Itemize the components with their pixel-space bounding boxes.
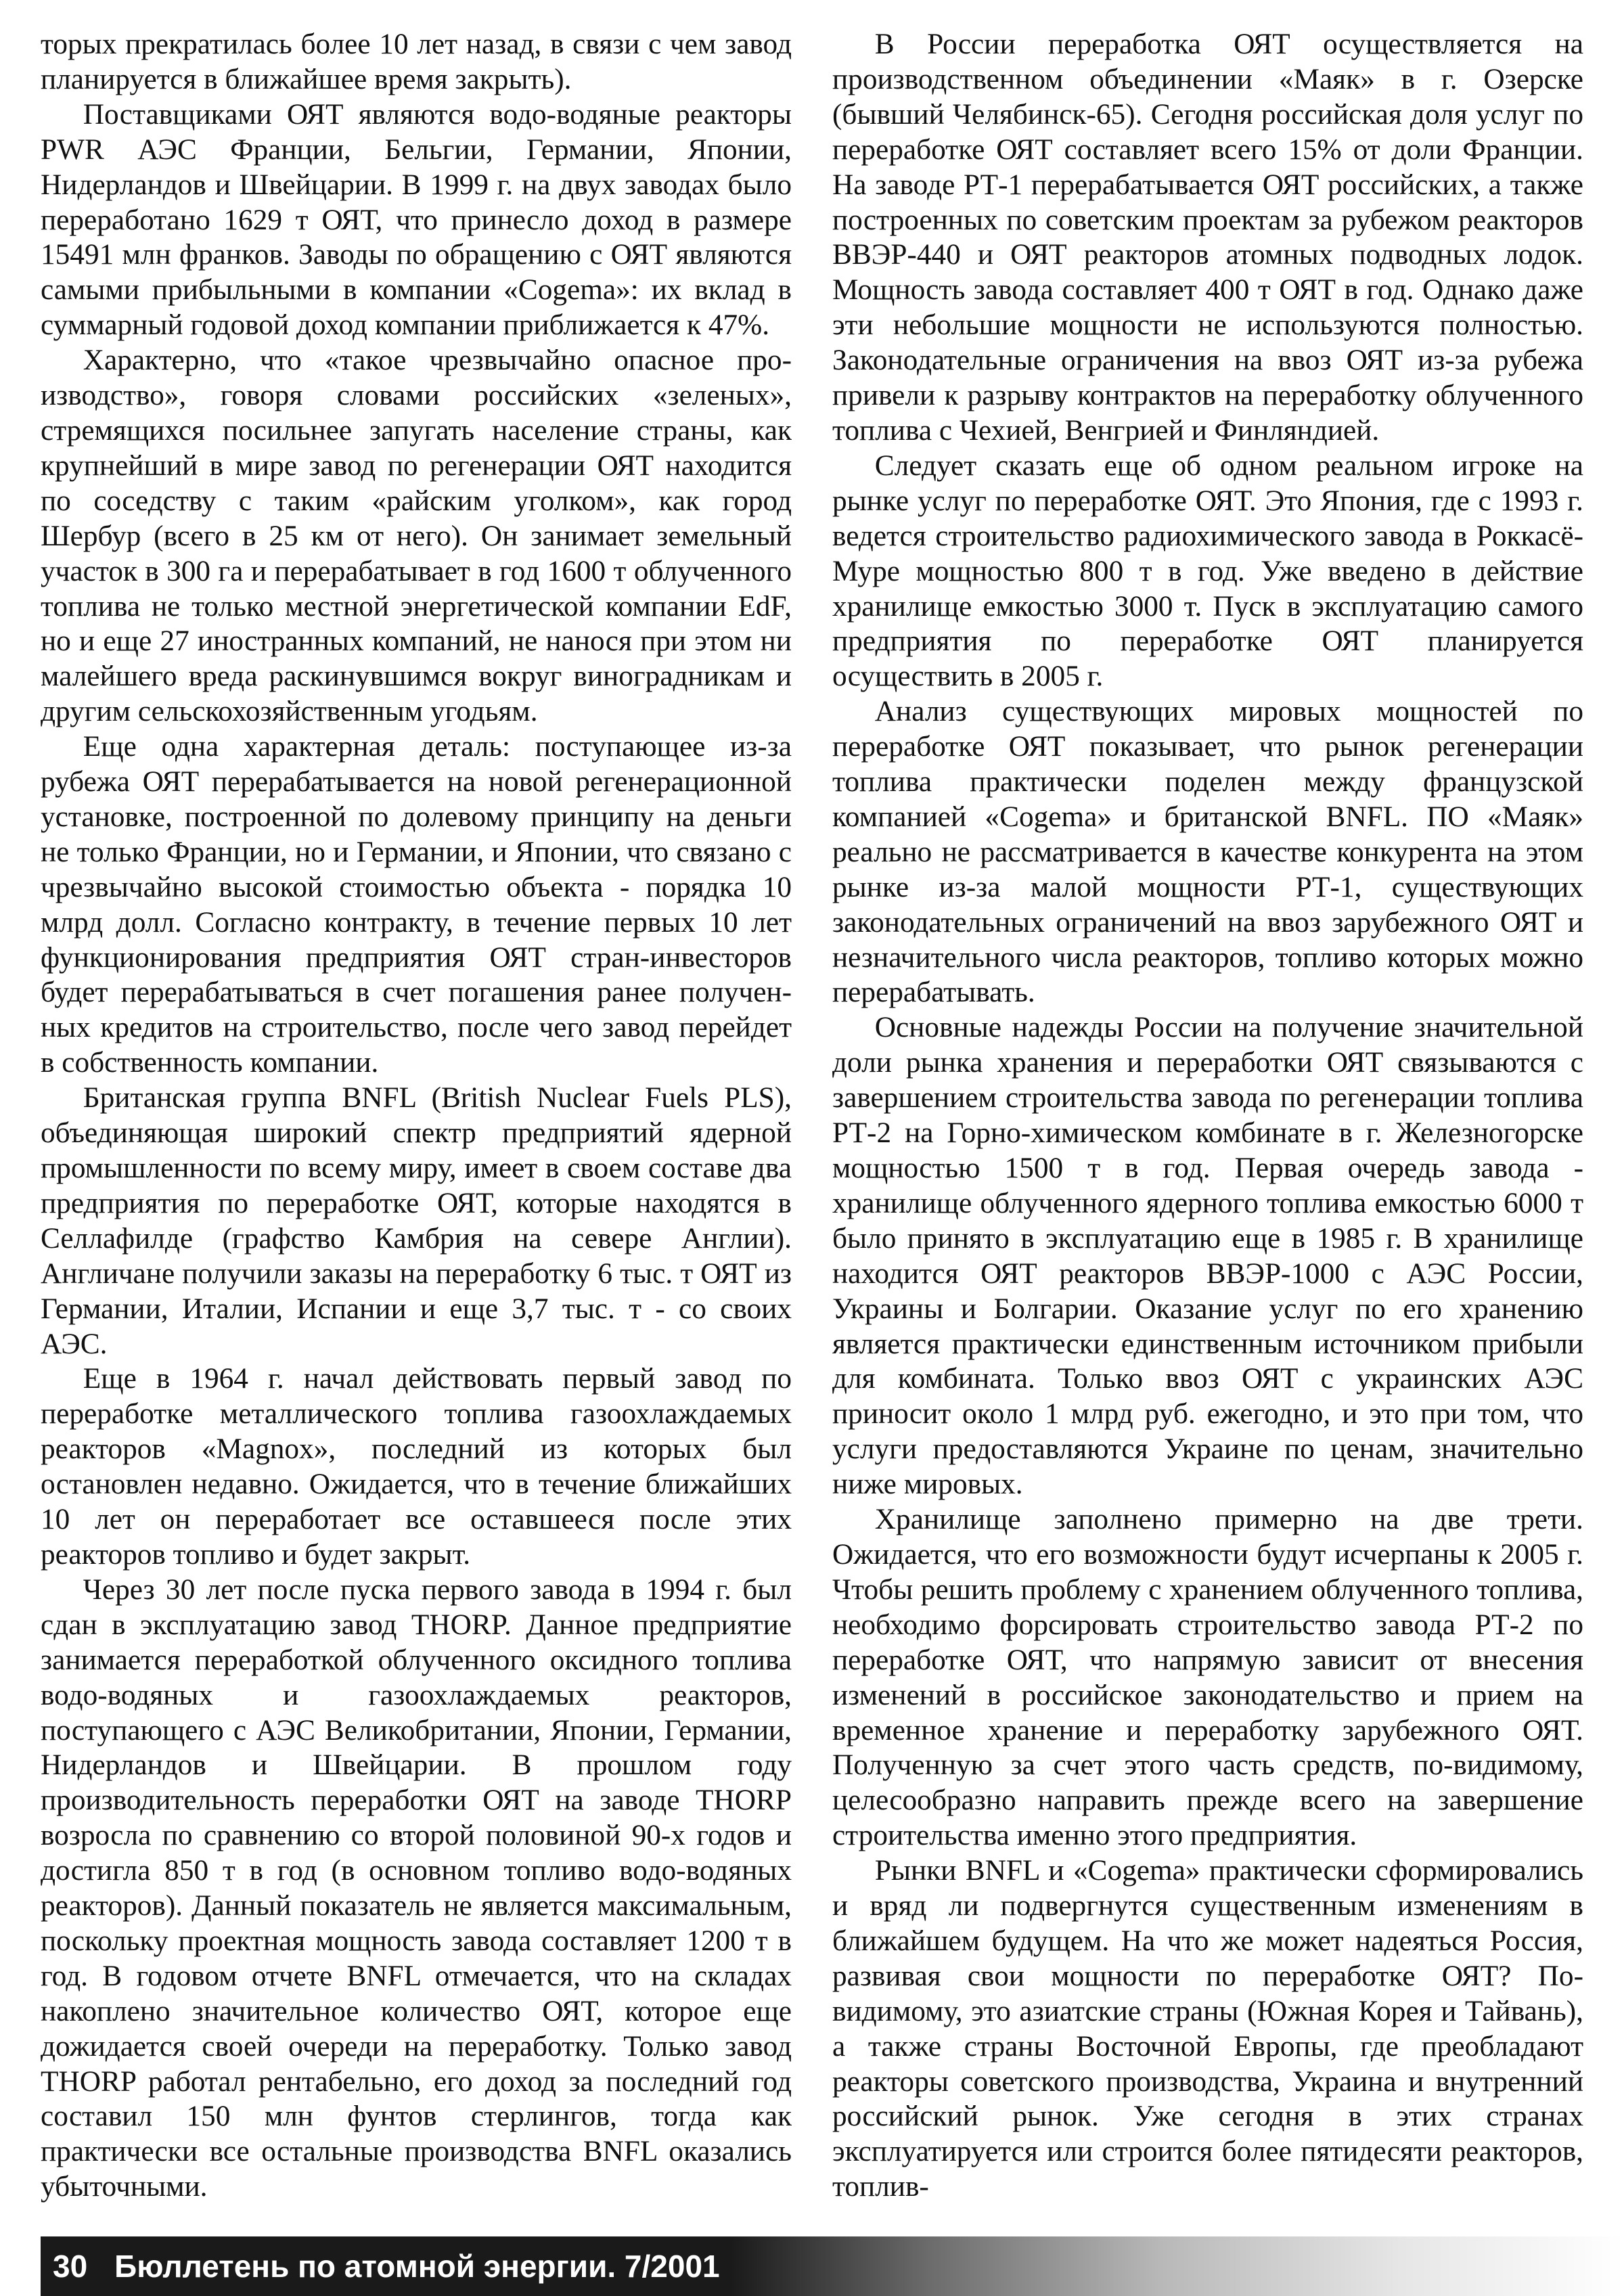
left-column bbox=[41, 27, 792, 2230]
paragraph: Рынки BNFL и «Cogema» практически сформировались и вряд ли подвергнутся существенным изменениям в ближайшем будущем. На что же может надеяться Россия, развивая свои мощности по переработке ОЯТ? По-видимому, это азиатские страны (Южная Корея и Тайвань), а также страны Восточной Европы, где преобладают реакторы советского производства, Украина и внутренний российский рынок. Уже сегодня в этих странах эксплуатируется или строится более пятидесяти реакторов, топлив- bbox=[832, 1854, 1583, 2203]
footer-label bbox=[53, 2246, 720, 2287]
footer-gradient bbox=[731, 2236, 1624, 2296]
paragraph: Хранилище заполнено примерно на две трети. Ожидается, что его возможности будут исчерпаны к 2005 г. Чтобы решить проблему с хранением облученного топлива, необходимо форсировать строительство завода РТ-2 по переработке ОЯТ, что напрямую зависит от внесения изменений в российское законодательство и прием на временное хранение и переработку зарубежного ОЯТ. Полученную за счет этого часть средств, по-видимому, целесообразно направить прежде всего на завершение строительства именно этого предприятия. bbox=[832, 1503, 1583, 1852]
paragraph: Анализ существующих мировых мощностей по переработке ОЯТ показывает, что рынок регенерации топлива практически поделен между французской компанией «Cogema» и британской BNFL. ПО «Маяк» реально не рассматривается в качестве конкурента на этом рынке из-за малой мощности РТ-1, существующих законодательных ограничений на ввоз зарубежного ОЯТ и незначительного числа реакторов, топливо которых можно перерабатывать. bbox=[832, 695, 1583, 1009]
paragraph: Еще в 1964 г. начал действовать первый завод по переработке металлического топлива газоохлаждаемых реакторов «Magnox», последний из которых был остановлен недавно. Ожидается, что в течение ближайших 10 лет он переработает все оставшееся после этих реакторов топливо и будет закрыт. bbox=[41, 1362, 792, 1571]
paragraph: Британская группа BNFL (British Nuclear Fuels PLS), объединяющая широкий спектр предприятий ядерной промышленности по всему миру, имеет в своем составе два предприятия по переработке ОЯТ, которые находятся в Селлафилде (графство Камбрия на севере Англии). Англичане получили заказы на переработку 6 тыс. т ОЯТ из Германии, Италии, Испании и еще 3,7 тыс. т - со своих АЭС. bbox=[41, 1081, 792, 1360]
paragraph: Еще одна характерная деталь: поступающее из-за рубежа ОЯТ перерабатывается на новой регенерационной установке, построенной по долевому принципу на деньги не только Франции, но и Германии, и Японии, что связано с чрезвычайно высокой стоимостью объекта - порядка 10 млрд долл. Согласно контракту, в течение первых 10 лет функционирования предприятия ОЯТ стран-инвесторов будет перерабатываться в счет погашения ранее полученных кредитов на строительство, после чего завод перейдет в собственность компании. bbox=[41, 730, 792, 1079]
paragraph: Следует сказать еще об одном реальном игроке на рынке услуг по переработке ОЯТ. Это Япония, где с 1993 г. ведется строительство радиохимического завода в Роккасё-Муре мощностью 800 т в год. Уже введено в действие хранилище емкостью 3000 т. Пуск в эксплуатацию самого предприятия по переработке ОЯТ планируется осуществить в 2005 г. bbox=[832, 449, 1583, 693]
page-number: 30 bbox=[53, 2249, 88, 2284]
paragraph: В России переработка ОЯТ осуществляется на производственном объединении «Маяк» в г. Озерске (бывший Челябинск-65). Сегодня российская доля услуг по переработке ОЯТ составляет всего 15% от доли Франции. На заводе РТ-1 перерабатывается ОЯТ российских, а также построенных по советским проектам за рубежом реакторов ВВЭР-440 и ОЯТ реакторов атомных подводных лодок. Мощность завода составляет 400 т ОЯТ в год. Однако даже эти небольшие мощности не используются полностью. Законодательные ограничения на ввоз ОЯТ из-за рубежа привели к разрыву контрактов на переработку облученного топлива с Чехией, Венгрией и Финляндией. bbox=[832, 28, 1583, 447]
paragraph: Основные надежды России на получение значительной доли рынка хранения и переработки ОЯТ связываются с завершением строительства завода по регенерации топлива РТ-2 на Горно-химическом комбинате в г. Железногорске мощностью 1500 т в год. Первая очередь завода - хранилище облученного ядерного топлива емкостью 6000 т было принято в эксплуатацию еще в 1985 г. В хранилище находится ОЯТ реакторов ВВЭР-1000 с АЭС России, Украины и Болгарии. Оказание услуг по его хранению является практически единственным источником прибыли для комбината. Только ввоз ОЯТ с украинских АЭС приносит около 1 млрд руб. ежегодно, и это при том, что услуги предоставляются Украине по ценам, значительно ниже мировых. bbox=[832, 1011, 1583, 1501]
page-footer bbox=[41, 2236, 1624, 2296]
article-body bbox=[41, 27, 1583, 2230]
paragraph: Через 30 лет после пуска первого завода в 1994 г. был сдан в эксплуатацию завод THORP. Данное предприятие занимается переработкой облученного оксидного топлива водо-водяных и газоохлаждаемых реакторов, поступающего с АЭС Великобритании, Японии, Германии, Нидерландов и Швейцарии. В прошлом году производительность переработки ОЯТ на заводе THORP возросла по сравнению со второй половиной 90-х годов и достигла 850 т в год (в основном топливо водо-водяных реакторов). Данный показатель не является максимальным, поскольку проектная мощность завода составляет 1200 т в год. В годовом отчете BNFL отмечается, что на складах накоплено значительное количество ОЯТ, которое еще дожидается своей очереди на переработку. Только завод THORP работал рентабельно, его доход за последний год составил 150 млн фунтов стерлингов, тогда как практически все остальные производства BNFL оказались убыточными. bbox=[41, 1573, 792, 2203]
paragraph: Характерно, что «такое чрезвычайно опасное производство», говоря словами российских «зеленых», стремящихся посильнее запугать население страны, как крупнейший в мире завод по регенерации ОЯТ находится по соседству с таким «райским уголком», как город Шербур (всего в 25 км от него). Он занимает земельный участок в 300 га и перерабатывает в год 1600 т облученного топлива не только местной энергетической компании EdF, но и еще 27 иностранных компаний, не нанося при этом ни малейшего вреда раскинувшимся вокруг виноградникам и другим сельскохозяйственным угодьям. bbox=[41, 344, 792, 728]
journal-title: Бюллетень по атомной энергии. 7/2001 bbox=[114, 2249, 720, 2284]
right-column bbox=[832, 27, 1583, 2230]
paragraph: Поставщиками ОЯТ являются водо-водяные реакторы PWR АЭС Франции, Бельгии, Германии, Японии, Нидерландов и Швейцарии. В 1999 г. на двух заводах было переработано 1629 т ОЯТ, что принесло доход в размере 15491 млн франков. Заводы по обращению с ОЯТ являются самыми прибыльными в компании «Cogema»: их вклад в суммарный годовой доход компании приближается к 47%. bbox=[41, 97, 792, 342]
paragraph: торых прекратилась более 10 лет назад, в связи с чем завод планируется в ближайшее время закрыть). bbox=[41, 28, 792, 95]
